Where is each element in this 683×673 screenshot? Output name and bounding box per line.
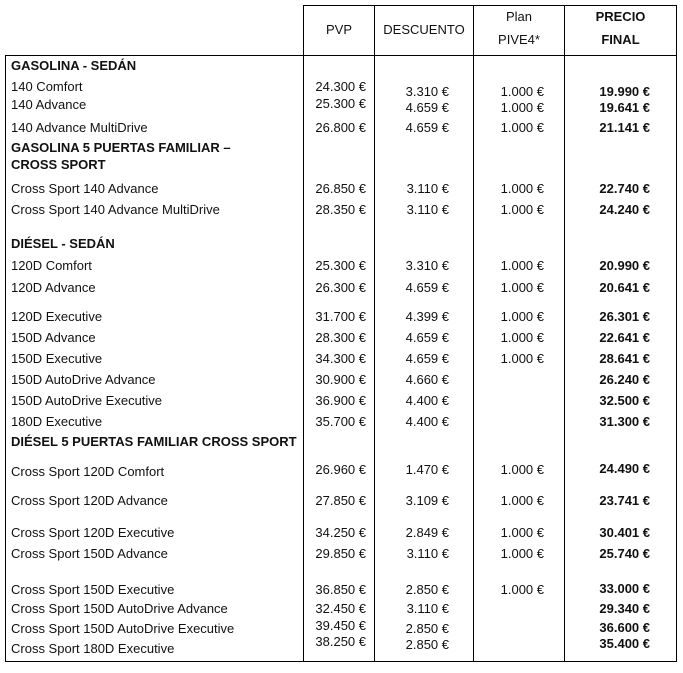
- descuento-value: 3.310 €: [405, 84, 449, 99]
- plan-pive-value: 1.000 €: [500, 202, 544, 217]
- precio-final-value: 36.600 €: [599, 620, 650, 635]
- border-top: [303, 5, 677, 6]
- border-right: [676, 5, 677, 662]
- model-name: 150D AutoDrive Advance: [11, 372, 156, 387]
- precio-final-value: 33.000 €: [599, 581, 650, 596]
- pvp-value: 26.800 €: [315, 120, 366, 135]
- pvp-value: 26.850 €: [315, 181, 366, 196]
- precio-final-value: 30.401 €: [599, 525, 650, 540]
- plan-pive-value: 1.000 €: [500, 280, 544, 295]
- descuento-value: 2.850 €: [405, 621, 449, 636]
- header-pvp: PVP: [325, 22, 352, 37]
- descuento-value: 3.110 €: [406, 202, 449, 217]
- header-precio-line2: FINAL: [601, 32, 640, 47]
- pvp-value: 38.250 €: [315, 634, 366, 649]
- pvp-value: 35.700 €: [315, 414, 366, 429]
- plan-pive-value: 1.000 €: [500, 181, 544, 196]
- model-name: 120D Executive: [11, 309, 103, 324]
- pvp-value: 28.300 €: [315, 330, 366, 345]
- precio-final-value: 24.490 €: [599, 461, 650, 476]
- descuento-value: 4.659 €: [405, 100, 449, 115]
- precio-final-value: 19.990 €: [599, 84, 650, 99]
- model-name: Cross Sport 140 Advance: [11, 181, 159, 196]
- pvp-value: 39.450 €: [315, 618, 366, 633]
- border-left: [5, 55, 6, 662]
- section-diesel-sedan: DIÉSEL - SEDÁN: [11, 236, 115, 251]
- plan-pive-value: 1.000 €: [500, 525, 544, 540]
- model-name: 180D Executive: [11, 414, 103, 429]
- descuento-value: 3.110 €: [406, 181, 449, 196]
- model-name: 150D Advance: [11, 330, 96, 345]
- pvp-value: 28.350 €: [315, 202, 366, 217]
- plan-pive-value: 1.000 €: [500, 84, 544, 99]
- model-name: Cross Sport 120D Advance: [11, 493, 168, 508]
- descuento-value: 2.850 €: [405, 637, 449, 652]
- model-name: Cross Sport 150D AutoDrive Advance: [11, 601, 228, 616]
- plan-pive-value: 1.000 €: [500, 309, 544, 324]
- section-gasolina-familiar-l1: GASOLINA 5 PUERTAS FAMILIAR –: [11, 140, 231, 155]
- pvp-value: 34.250 €: [315, 525, 366, 540]
- pvp-value: 36.900 €: [315, 393, 366, 408]
- plan-pive-value: 1.000 €: [500, 582, 544, 597]
- descuento-value: 4.660 €: [405, 372, 449, 387]
- pvp-value: 36.850 €: [315, 582, 366, 597]
- header-descuento: DESCUENTO: [383, 22, 465, 37]
- precio-final-value: 31.300 €: [599, 414, 650, 429]
- precio-final-value: 20.641 €: [599, 280, 650, 295]
- descuento-value: 4.659 €: [405, 280, 449, 295]
- descuento-value: 3.110 €: [406, 546, 449, 561]
- descuento-value: 1.470 €: [405, 462, 449, 477]
- pvp-value: 32.450 €: [315, 601, 366, 616]
- descuento-value: 2.849 €: [405, 525, 449, 540]
- border-header-bottom: [5, 55, 677, 56]
- model-name: 140 Advance MultiDrive: [11, 120, 148, 135]
- model-name: 140 Advance: [11, 97, 87, 112]
- precio-final-value: 22.641 €: [599, 330, 650, 345]
- precio-final-value: 20.990 €: [599, 258, 650, 273]
- precio-final-value: 35.400 €: [599, 636, 650, 651]
- plan-pive-value: 1.000 €: [500, 120, 544, 135]
- precio-final-value: 23.741 €: [599, 493, 650, 508]
- model-name: 140 Comfort: [11, 79, 83, 94]
- pvp-value: 25.300 €: [315, 96, 366, 111]
- plan-pive-value: 1.000 €: [500, 351, 544, 366]
- pvp-value: 29.850 €: [315, 546, 366, 561]
- section-gasolina-familiar-l2: CROSS SPORT: [11, 157, 106, 172]
- header-precio-line1: PRECIO: [595, 9, 646, 24]
- plan-pive-value: 1.000 €: [500, 493, 544, 508]
- descuento-value: 4.659 €: [405, 120, 449, 135]
- descuento-value: 3.310 €: [405, 258, 449, 273]
- pvp-value: 27.850 €: [315, 493, 366, 508]
- border-bottom: [5, 661, 677, 662]
- model-name: Cross Sport 150D Executive: [11, 582, 175, 597]
- plan-pive-value: 1.000 €: [500, 258, 544, 273]
- precio-final-value: 26.301 €: [599, 309, 650, 324]
- pvp-value: 34.300 €: [315, 351, 366, 366]
- precio-final-value: 21.141 €: [599, 120, 650, 135]
- pvp-value: 30.900 €: [315, 372, 366, 387]
- plan-pive-value: 1.000 €: [500, 462, 544, 477]
- plan-pive-value: 1.000 €: [500, 330, 544, 345]
- pvp-value: 25.300 €: [315, 258, 366, 273]
- plan-pive-value: 1.000 €: [500, 100, 544, 115]
- model-name: Cross Sport 120D Comfort: [11, 464, 165, 479]
- model-name: 150D AutoDrive Executive: [11, 393, 163, 408]
- descuento-value: 2.850 €: [405, 582, 449, 597]
- pvp-value: 31.700 €: [315, 309, 366, 324]
- section-gasolina-sedan: GASOLINA - SEDÁN: [11, 58, 137, 73]
- section-diesel-familiar: DIÉSEL 5 PUERTAS FAMILIAR CROSS SPORT: [11, 434, 297, 449]
- descuento-value: 3.110 €: [406, 601, 449, 616]
- pvp-value: 24.300 €: [315, 79, 366, 94]
- plan-pive-value: 1.000 €: [500, 546, 544, 561]
- descuento-value: 4.400 €: [405, 393, 449, 408]
- precio-final-value: 24.240 €: [599, 202, 650, 217]
- precio-final-value: 22.740 €: [599, 181, 650, 196]
- descuento-value: 4.400 €: [405, 414, 449, 429]
- model-name: 120D Comfort: [11, 258, 92, 273]
- model-name: Cross Sport 120D Executive: [11, 525, 175, 540]
- model-name: Cross Sport 150D AutoDrive Executive: [11, 621, 235, 636]
- precio-final-value: 28.641 €: [599, 351, 650, 366]
- descuento-value: 3.109 €: [405, 493, 449, 508]
- model-name: Cross Sport 140 Advance MultiDrive: [11, 202, 220, 217]
- header-plan-line1: Plan: [505, 9, 533, 24]
- model-name: 120D Advance: [11, 280, 96, 295]
- pvp-value: 26.960 €: [315, 462, 366, 477]
- descuento-value: 4.659 €: [405, 351, 449, 366]
- precio-final-value: 32.500 €: [599, 393, 650, 408]
- pvp-value: 26.300 €: [315, 280, 366, 295]
- header-plan-line2: PIVE4*: [498, 32, 540, 47]
- model-name: Cross Sport 180D Executive: [11, 641, 175, 656]
- model-name: 150D Executive: [11, 351, 103, 366]
- precio-final-value: 29.340 €: [599, 601, 650, 616]
- descuento-value: 4.399 €: [405, 309, 449, 324]
- descuento-value: 4.659 €: [405, 330, 449, 345]
- model-name: Cross Sport 150D Advance: [11, 546, 168, 561]
- precio-final-value: 25.740 €: [599, 546, 650, 561]
- precio-final-value: 26.240 €: [599, 372, 650, 387]
- precio-final-value: 19.641 €: [599, 100, 650, 115]
